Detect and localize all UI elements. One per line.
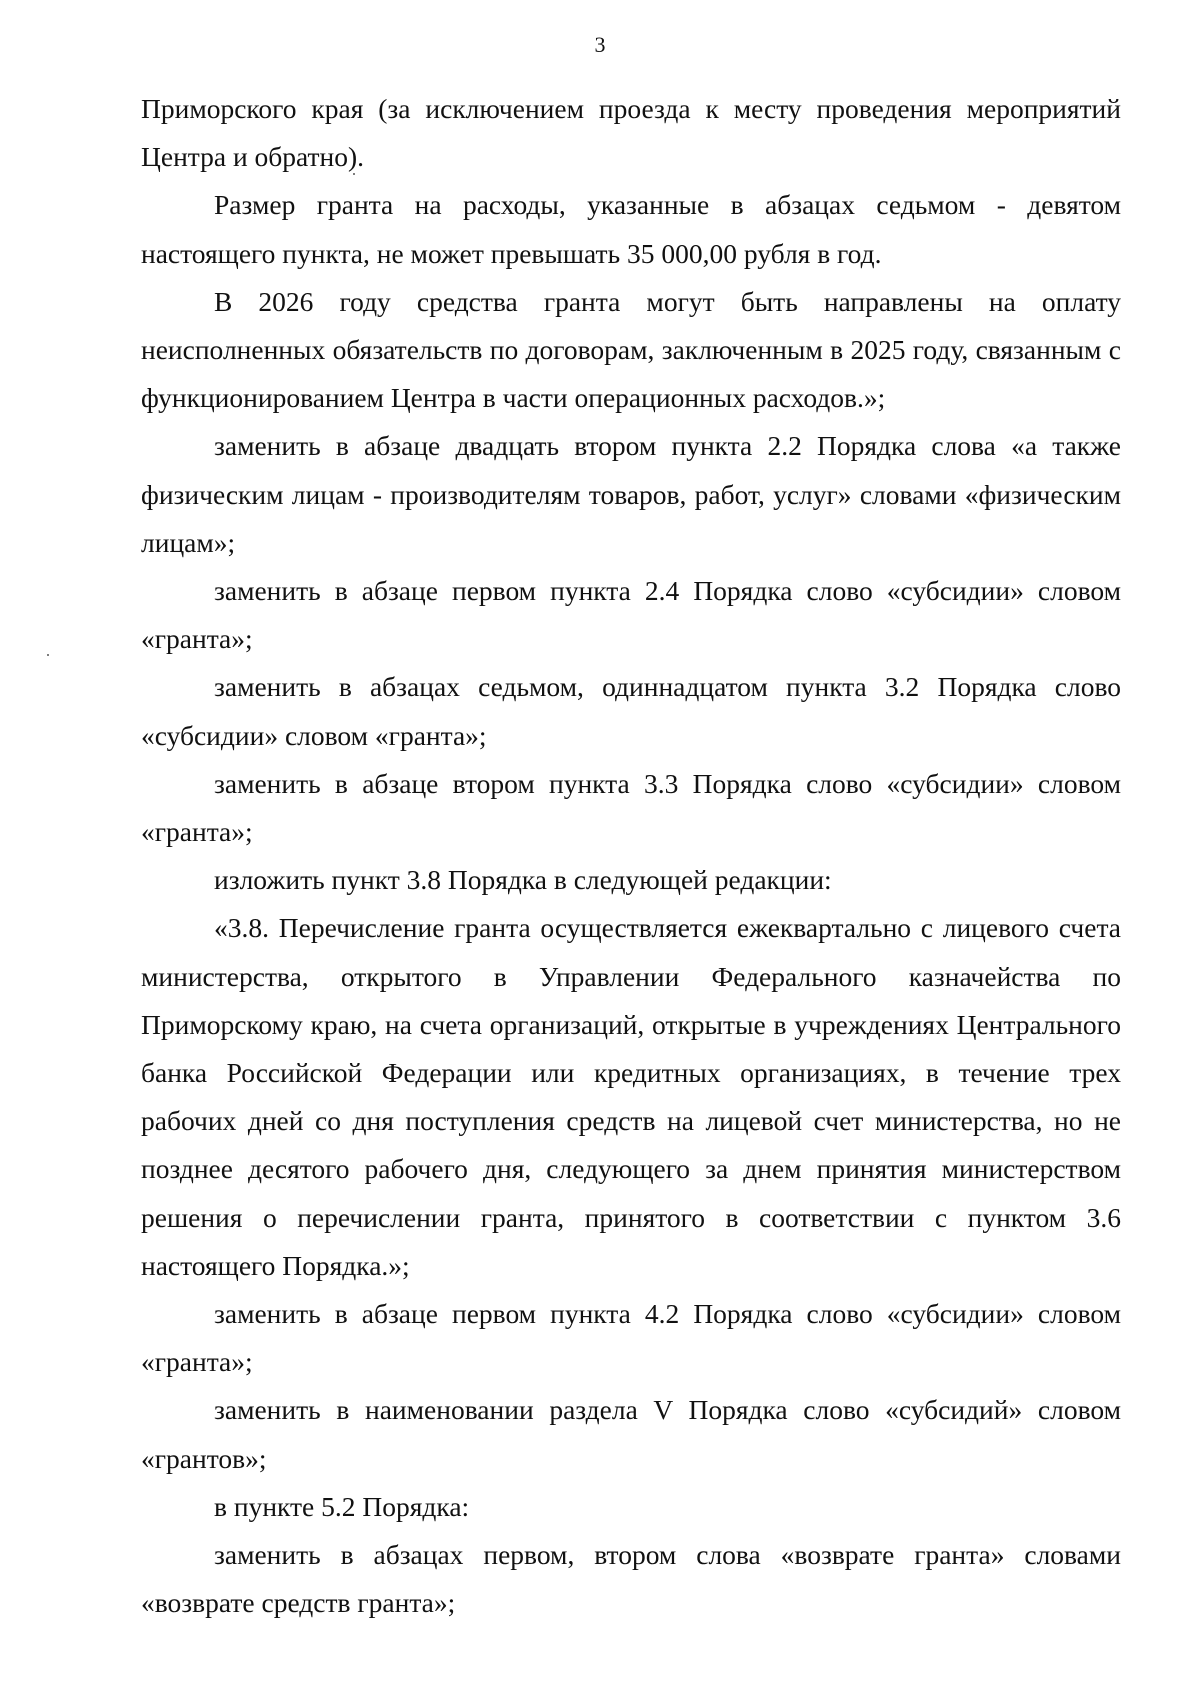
paragraph-amend-3-3: заменить в абзаце втором пункта 3.3 Порядка слово «субсидии» словом «гранта»;	[141, 767, 1121, 848]
paragraph-restate-3-8: изложить пункт 3.8 Порядка в следующей редакции:	[214, 864, 832, 896]
paragraph-2026-obligations: В 2026 году средства гранта могут быть направлены на оплату неисполненных обязательств по договорам, заключенным в 2025 году, связанным с функционированием Центра в части операционных расходов.»;	[141, 285, 1121, 414]
paragraph-amend-3-2: заменить в абзацах седьмом, одиннадцатом пункта 3.2 Порядка слово «субсидии» словом «гранта»;	[141, 671, 1121, 751]
paragraph-amend-section-v: заменить в наименовании раздела V Порядка слово «субсидий» словом «грантов»;	[141, 1394, 1121, 1474]
paragraph-amend-4-2: заменить в абзаце первом пункта 4.2 Порядка слово «субсидии» словом «гранта»;	[141, 1298, 1121, 1378]
scan-speck	[47, 654, 49, 656]
document-body	[141, 85, 1121, 1628]
paragraph-amend-2-2: заменить в абзаце двадцать втором пункта 2.2 Порядка слова «а также физическим лицам - производителям товаров, работ, услуг» словами «физическим лицам»;	[141, 430, 1121, 558]
paragraph-amend-5-2: заменить в абзацах первом, втором слова «возврате гранта» словами «возврате средств гранта»;	[141, 1539, 1121, 1619]
paragraph-continuation: Приморского края (за исключением проезда к месту проведения мероприятий Центра и обратно).	[141, 93, 1121, 173]
paragraph-grant-limit: Размер гранта на расходы, указанные в абзацах седьмом - девятом настоящего пункта, не может превышать 35 000,00 рубля в год.	[141, 189, 1121, 269]
paragraph-point-5-2: в пункте 5.2 Порядка:	[214, 1490, 470, 1522]
scan-speck	[353, 173, 355, 175]
paragraph-amend-2-4: заменить в абзаце первом пункта 2.4 Порядка слово «субсидии» словом «гранта»;	[141, 575, 1121, 655]
page-number: 3	[594, 32, 606, 57]
paragraph-3-8-text: «3.8. Перечисление гранта осуществляется ежеквартально с лицевого счета министерства, открытого в Управлении Федерального казначейства по Приморскому краю, на счета организаций, открытые в учреждениях Центрального банка Российской Федерации или кредитных организациях, в течение трех рабочих дней со дня поступления средств на лицевой счет министерства, но не позднее десятого рабочего дня, следующего за днем принятия министерством решения о перечислении гранта, принятого в соответствии с пунктом 3.6 настоящего Порядка.»;	[141, 912, 1121, 1281]
